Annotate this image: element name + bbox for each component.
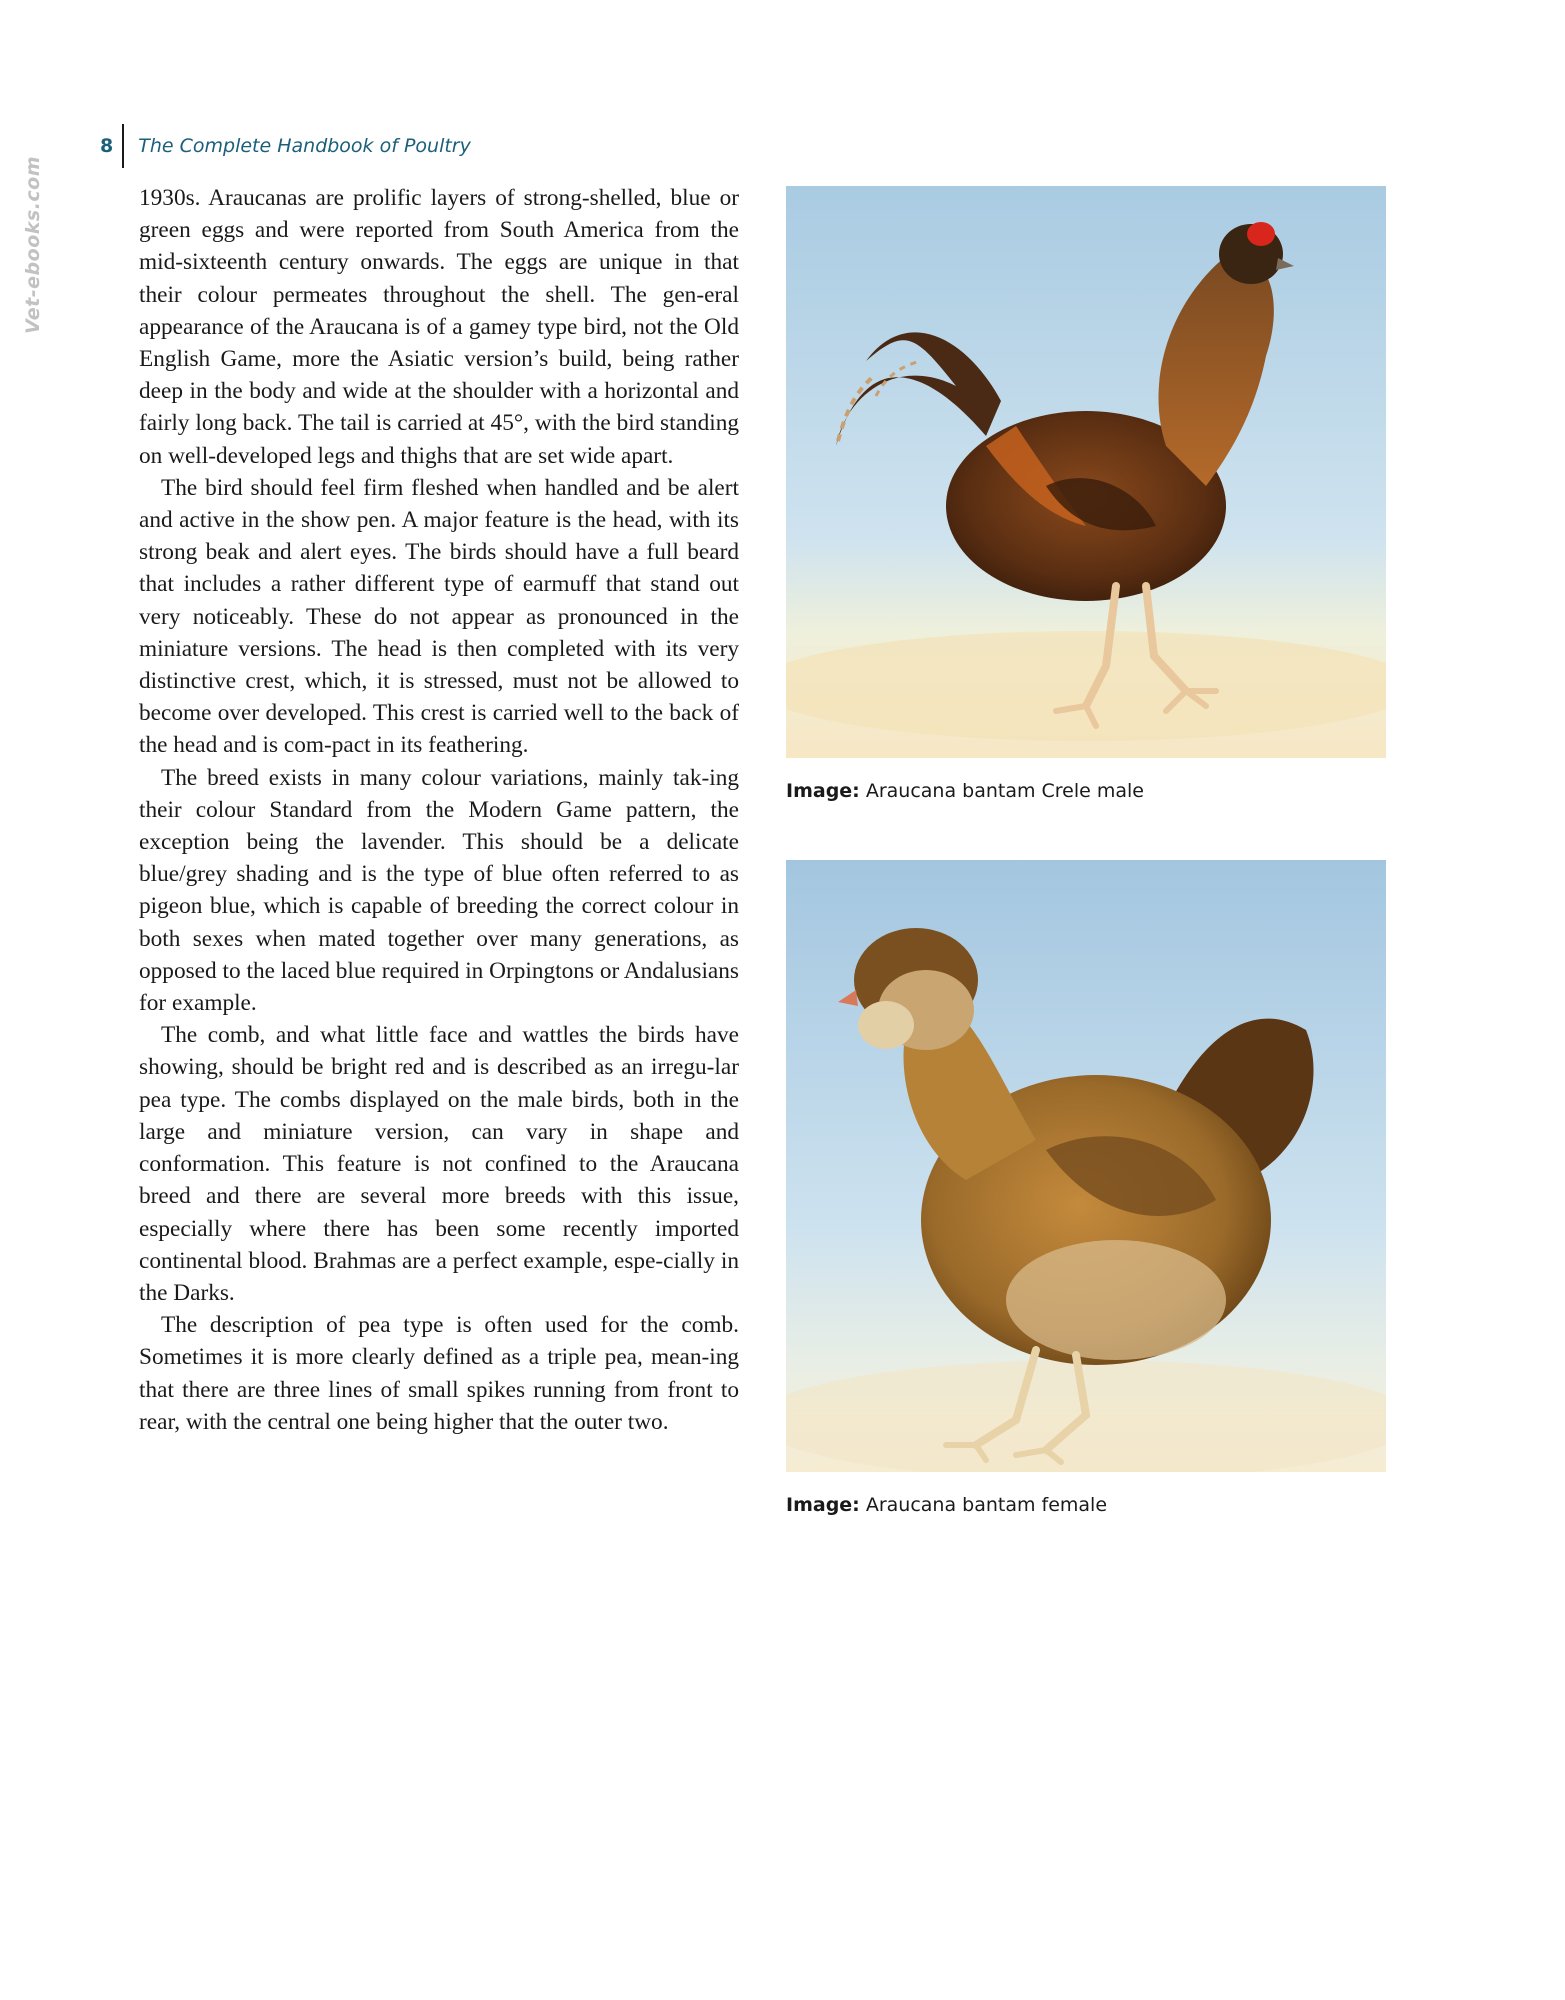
hen-photo bbox=[786, 860, 1386, 1472]
paragraph: 1930s. Araucanas are prolific layers of strong-shelled, blue or green eggs and were reported from South America from the mid-sixteenth century onwards. The eggs are unique in that their colour permeates throughout the shell. The gen-eral appearance of the Araucana is of a gamey type bird, not the Old English Game, more the Asiatic version’s build, being rather deep in the body and wide at the shoulder with a horizontal and fairly long back. The tail is carried at 45°, with the bird standing on well-developed legs and thighs that are set wide apart. bbox=[139, 185, 739, 469]
caption-text: Araucana bantam female bbox=[865, 1494, 1108, 1516]
page-header bbox=[100, 124, 471, 168]
figure-caption bbox=[786, 1494, 1386, 1516]
paragraph: The comb, and what little face and wattles the birds have showing, should be bright red and is described as an irregu-lar pea type. The combs displayed on the male birds, both in the large and miniature version, can vary in shape and conformation. This feature is not confined to the Araucana breed and there are several more breeds with this issue, especially where there has been some recently imported continental blood. Brahmas are a perfect example, espe-cially in the Darks. bbox=[139, 1022, 739, 1306]
watermark-logo bbox=[18, 155, 48, 335]
figure-caption bbox=[786, 780, 1386, 802]
rooster-photo bbox=[786, 186, 1386, 758]
running-title: The Complete Handbook of Poultry bbox=[138, 135, 471, 157]
watermark-text: Vet-ebooks.com bbox=[22, 155, 44, 335]
page-number: 8 bbox=[100, 135, 114, 157]
caption-label: Image: bbox=[786, 780, 860, 802]
figure-hen bbox=[786, 860, 1386, 1516]
caption-label: Image: bbox=[786, 1494, 860, 1516]
paragraph: The description of pea type is often used for the comb. Sometimes it is more clearly defined as a triple pea, mean-ing that there are three lines of small spikes running from front to rear, with the central one being higher that the outer two. bbox=[139, 1312, 739, 1435]
header-divider bbox=[122, 124, 124, 168]
figure-rooster bbox=[786, 186, 1386, 802]
article-body bbox=[139, 182, 739, 1438]
caption-text: Araucana bantam Crele male bbox=[865, 780, 1144, 802]
paragraph: The breed exists in many colour variations, mainly tak-ing their colour Standard from the Modern Game pattern, the exception being the lavender. This should be a delicate blue/grey shading and is the type of blue often referred to as pigeon blue, which is capable of breeding the correct colour in both sexes when mated together over many generations, as opposed to the laced blue required in Orpingtons or Andalusians for example. bbox=[139, 764, 739, 1017]
paragraph: The bird should feel firm fleshed when handled and be alert and active in the show pen. A major feature is the head, with its strong beak and alert eyes. The birds should have a full beard that includes a rather different type of earmuff that stand out very noticeably. These do not appear as pronounced in the miniature versions. The head is then completed with its very distinctive crest, which, it is stressed, must not be allowed to become over developed. This crest is carried well to the back of the head and is com-pact in its feathering. bbox=[139, 474, 739, 759]
